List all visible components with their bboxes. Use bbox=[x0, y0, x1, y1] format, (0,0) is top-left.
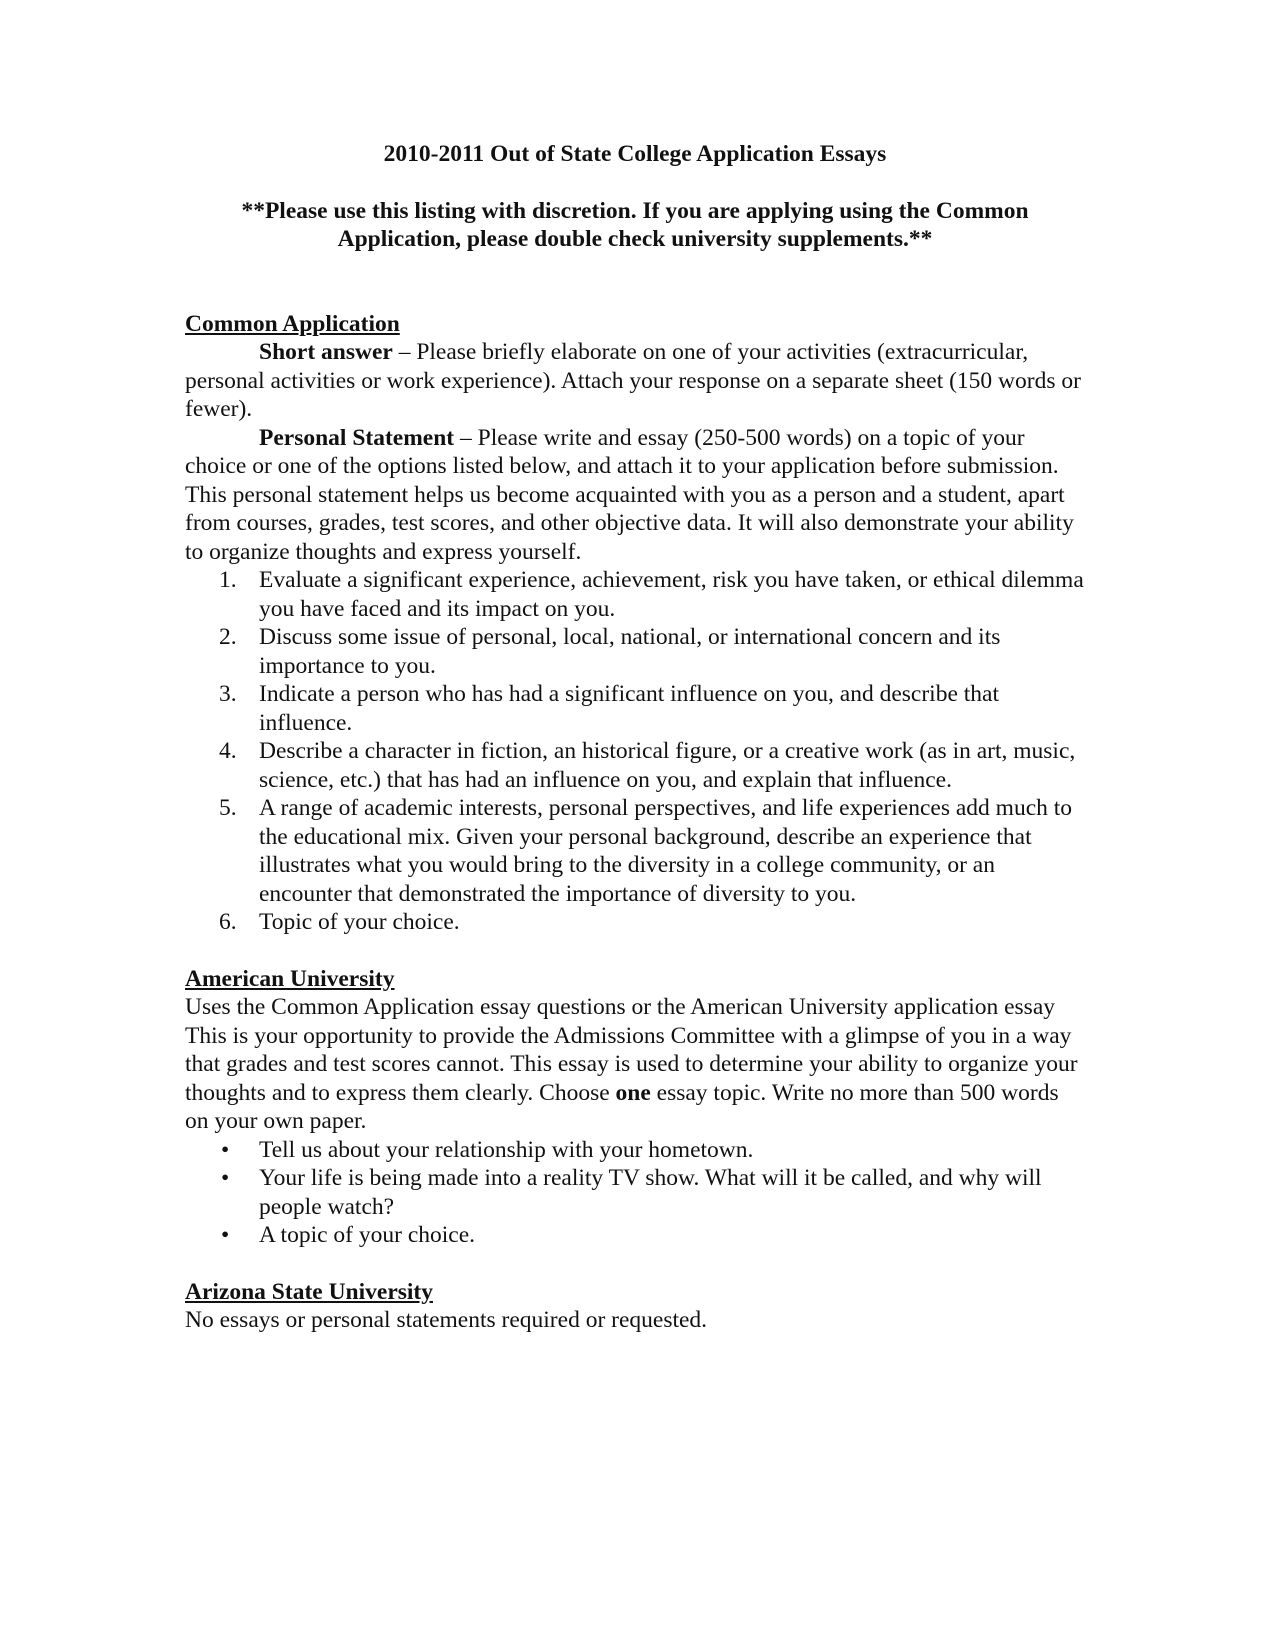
american-body-emphasis: one bbox=[615, 1079, 651, 1106]
list-number: 3. bbox=[219, 681, 237, 707]
short-answer-label: Short answer bbox=[259, 339, 393, 365]
list-item bbox=[185, 623, 1085, 680]
short-answer-paragraph bbox=[185, 338, 1085, 424]
discretion-notice: **Please use this listing with discretion. If you are applying using the Common Application, please double check university supplements.** bbox=[241, 197, 1029, 252]
list-item-text: A range of academic interests, personal perspectives, and life experiences add much to the educational mix. Given your personal background, describe an experience that illustrates what you would bring to the diversity in a college community, or an encounter that demonstrated the importance of diversity to you. bbox=[259, 795, 1073, 907]
list-item bbox=[185, 1136, 1085, 1165]
list-number: 6. bbox=[219, 909, 237, 935]
bullet-icon: • bbox=[221, 1222, 230, 1248]
american-topics-list bbox=[185, 1136, 1085, 1250]
short-answer-text: – Please briefly elaborate on one of your activities (extracurricular, personal activities or work experience). Attach your response on a separate sheet (150 words or fewer). bbox=[185, 339, 1081, 422]
list-number: 5. bbox=[219, 795, 237, 821]
list-item-text: Evaluate a significant experience, achievement, risk you have taken, or ethical dilemma you have faced and its impact on you. bbox=[259, 567, 1084, 622]
list-number: 4. bbox=[219, 738, 237, 764]
list-item bbox=[185, 1164, 1085, 1221]
personal-statement-label: Personal Statement bbox=[259, 424, 455, 451]
section-spacer bbox=[185, 1250, 1085, 1278]
list-item-text: Describe a character in fiction, an historical figure, or a creative work (as in art, music, science, etc.) that has had an influence on you, and explain that influence. bbox=[259, 738, 1076, 793]
bullet-icon: • bbox=[221, 1136, 230, 1163]
arizona-text: No essays or personal statements required or requested. bbox=[185, 1307, 708, 1333]
list-item bbox=[185, 908, 1085, 937]
section-heading-american-university: American University bbox=[185, 965, 395, 992]
document-title: 2010-2011 Out of State College Application Essays bbox=[383, 141, 887, 167]
personal-statement-text: – Please write and essay (250-500 words) on a topic of your choice or one of the options listed below, and attach it to your application before submission. This personal statement helps us become acquainted with you as a person and a student, apart from courses, grades, test scores, and other objective data. It will also demonstrate your ability to organize thoughts and express yourself. bbox=[185, 424, 1074, 565]
list-item-text: Tell us about your relationship with your hometown. bbox=[259, 1136, 754, 1163]
list-item-text: Discuss some issue of personal, local, national, or international concern and its importance to you. bbox=[259, 624, 1001, 679]
list-item-text: A topic of your choice. bbox=[259, 1222, 476, 1248]
list-item-text: Topic of your choice. bbox=[259, 909, 460, 935]
american-body-end: essay topic. Write no more than 500 words on your own paper. bbox=[185, 1079, 1059, 1134]
list-item bbox=[185, 1221, 1085, 1250]
list-item-text: Indicate a person who has had a significant influence on you, and describe that influence. bbox=[259, 681, 999, 736]
bullet-icon: • bbox=[221, 1165, 230, 1191]
list-item-text: Your life is being made into a reality TV show. What will it be called, and why will people watch? bbox=[259, 1165, 1042, 1220]
american-body bbox=[185, 1022, 1085, 1136]
list-number: 2. bbox=[219, 624, 237, 650]
american-body-start: This is your opportunity to provide the Admissions Committee with a glimpse of you in a way that grades and test scores cannot. This essay is used to determine your ability to organize your thoughts and to express them clearly. Choose bbox=[185, 1022, 1078, 1106]
list-item bbox=[185, 566, 1085, 623]
american-intro: Uses the Common Application essay questions or the American University application essay bbox=[185, 994, 1055, 1020]
list-item bbox=[185, 680, 1085, 737]
section-heading-common-application: Common Application bbox=[185, 310, 400, 337]
personal-statement-paragraph bbox=[185, 424, 1085, 567]
document-page bbox=[185, 140, 1085, 1335]
section-spacer bbox=[185, 937, 1085, 965]
section-heading-arizona-state-university: Arizona State University bbox=[185, 1278, 434, 1305]
list-item bbox=[185, 794, 1085, 908]
list-number: 1. bbox=[219, 567, 237, 593]
list-item bbox=[185, 737, 1085, 794]
essay-options-list bbox=[185, 566, 1085, 937]
